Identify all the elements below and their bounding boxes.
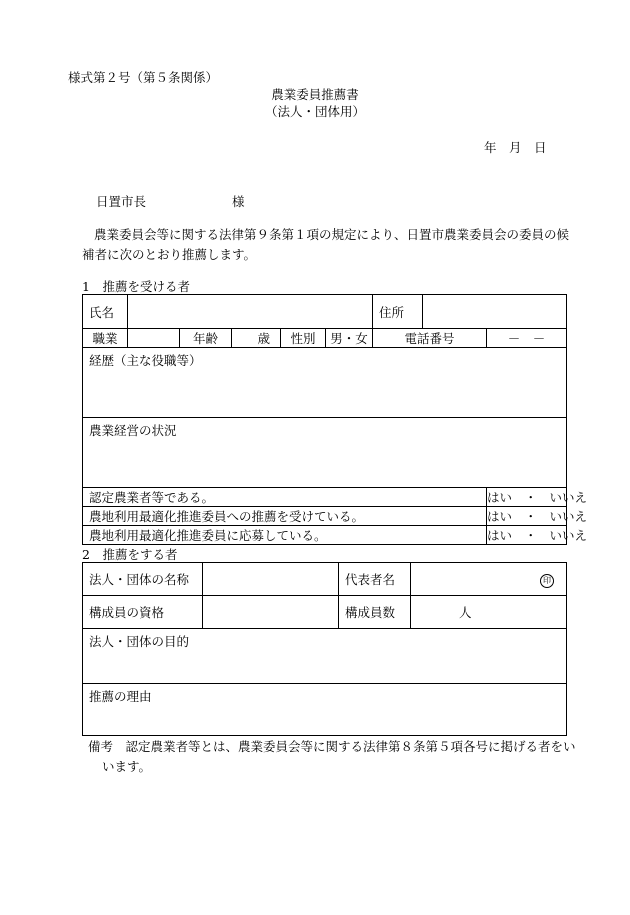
- document-title: 農業委員推薦書: [271, 87, 359, 102]
- age-field[interactable]: [232, 329, 281, 348]
- gender-options[interactable]: 男・女: [326, 329, 373, 348]
- recommender-table: [82, 562, 567, 736]
- member-count-unit: 人: [459, 605, 472, 620]
- member-count-label: 構成員数: [339, 596, 411, 629]
- question-text: 認定農業者等である。: [83, 488, 487, 507]
- question-row: [83, 488, 567, 507]
- farming-status-field[interactable]: 農業経営の状況: [83, 418, 567, 488]
- representative-label: 代表者名: [339, 563, 411, 596]
- address-label: 住所: [373, 295, 423, 329]
- section1-heading: 1 推薦を受ける者: [82, 279, 190, 294]
- section2-heading: 2 推薦をする者: [82, 547, 178, 562]
- remarks-note: 備考 認定農業者等とは、農業委員会等に関する法律第８条第５項各号に掲げる者をいいます。: [88, 739, 576, 774]
- member-qualification-label: 構成員の資格: [83, 596, 203, 629]
- question-answer[interactable]: はい ・ いいえ: [487, 526, 567, 545]
- age-label: 年齢: [180, 329, 232, 348]
- address-field[interactable]: [423, 295, 567, 329]
- age-unit: 歳: [257, 331, 270, 346]
- member-count-field[interactable]: [411, 596, 567, 629]
- date-line: 年 月 日: [484, 140, 547, 155]
- addressee-honorific: 様: [232, 194, 245, 209]
- representative-field[interactable]: [411, 563, 567, 596]
- member-qualification-field[interactable]: [203, 596, 339, 629]
- org-name-label: 法人・団体の名称: [83, 563, 203, 596]
- name-field[interactable]: [128, 295, 373, 329]
- seal-mark: 印: [540, 574, 554, 588]
- question-row: [83, 507, 567, 526]
- question-answer[interactable]: はい ・ いいえ: [487, 507, 567, 526]
- addressee-name: 日置市長: [96, 194, 147, 209]
- question-row: [83, 526, 567, 545]
- question-answer[interactable]: はい ・ いいえ: [487, 488, 567, 507]
- document-subtitle: （法人・団体用）: [264, 104, 365, 119]
- reason-field[interactable]: 推薦の理由: [83, 684, 567, 736]
- question-text: 農地利用最適化推進委員に応募している。: [83, 526, 487, 545]
- question-text: 農地利用最適化推進委員への推薦を受けている。: [83, 507, 487, 526]
- purpose-field[interactable]: 法人・団体の目的: [83, 629, 567, 684]
- phone-field[interactable]: － －: [487, 329, 567, 348]
- occupation-field[interactable]: [128, 329, 180, 348]
- form-number: 様式第２号（第５条関係）: [68, 70, 219, 85]
- gender-label: 性別: [281, 329, 326, 348]
- name-label: 氏名: [83, 295, 128, 329]
- intro-text: 農業委員会等に関する法律第９条第１項の規定により、日置市農業委員会の委員の候補者に次のとおり推薦します。: [82, 227, 570, 262]
- career-field[interactable]: 経歴（主な役職等）: [83, 348, 567, 418]
- org-name-field[interactable]: [203, 563, 339, 596]
- nominee-table: [82, 294, 588, 545]
- occupation-label: 職業: [83, 329, 128, 348]
- phone-label: 電話番号: [373, 329, 487, 348]
